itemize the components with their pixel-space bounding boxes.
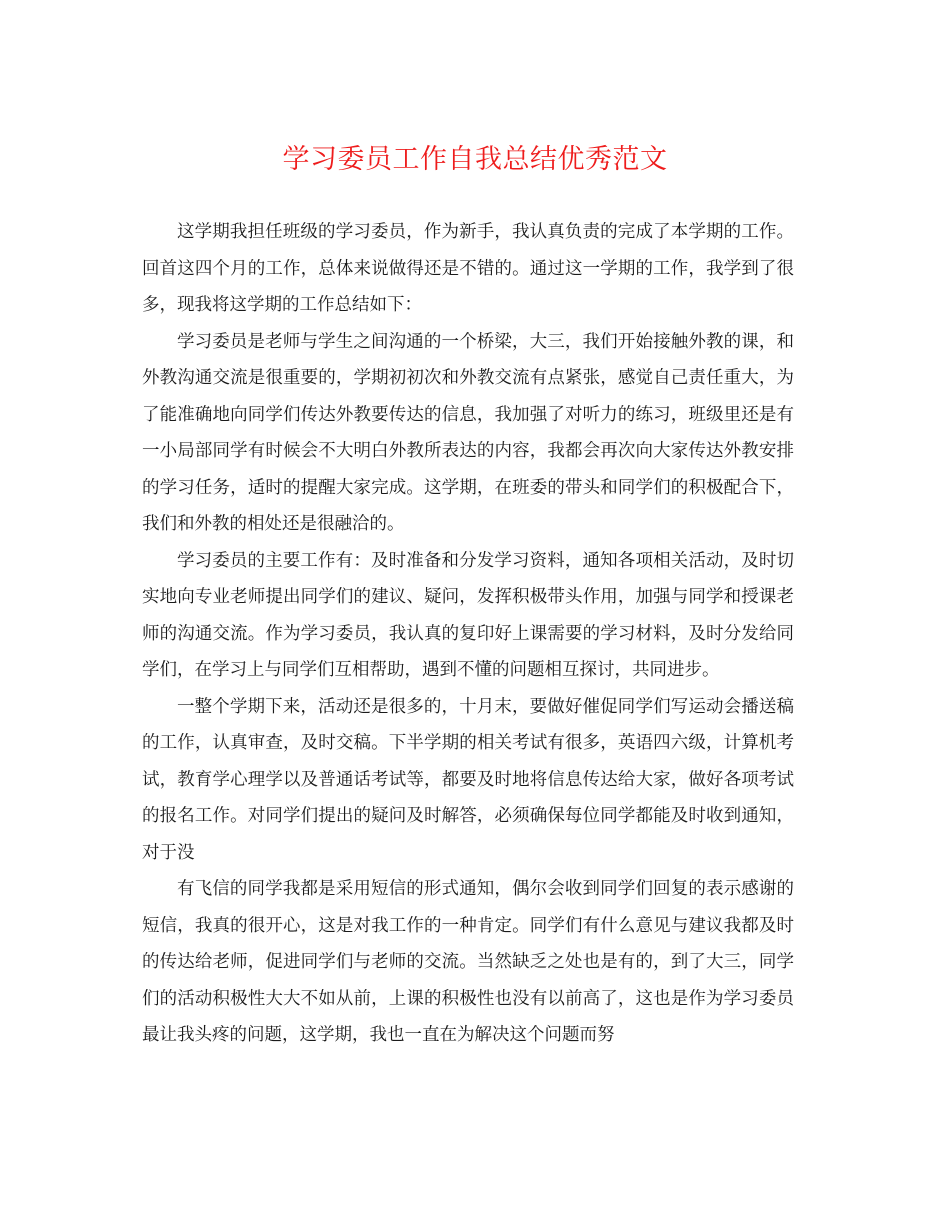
page-title: 学习委员工作自我总结优秀范文 (282, 144, 668, 175)
paragraph-4: 一整个学期下来，活动还是很多的，十月末，要做好催促同学们写运动会播送稿的工作，认真审查，及时交稿。下半学期的相关考试有很多，英语四六级，计算机考试，教育学心理学以及普通话考试等，都要及时地将信息传达给大家，做好各项考试的报名工作。对同学们提出的疑问及时解答，必须确保每位同学都能及时收到通知，对于没 (142, 696, 794, 863)
paragraph-3: 学习委员的主要工作有：及时准备和分发学习资料，通知各项相关活动，及时切实地向专业老师提出同学们的建议、疑问，发挥积极带头作用，加强与同学和授课老师的沟通交流。作为学习委员，我认真的复印好上课需要的学习材料，及时分发给同学们，在学习上与同学们互相帮助，遇到不懂的问题相互探讨，共同进步。 (142, 550, 794, 680)
paragraph-5: 有飞信的同学我都是采用短信的形式通知，偶尔会收到同学们回复的表示感谢的短信，我真的很开心，这是对我工作的一种肯定。同学们有什么意见与建议我都及时的传达给老师，促进同学们与老师的交流。当然缺乏之处也是有的，到了大三，同学们的活动积极性大大不如从前，上课的积极性也没有以前高了，这也是作为学习委员最让我头疼的问题，这学期，我也一直在为解决这个问题而努 (142, 879, 794, 1045)
paragraph-2: 学习委员是老师与学生之间沟通的一个桥梁，大三，我们开始接触外教的课，和外教沟通交流是很重要的，学期初初次和外教交流有点紧张，感觉自己责任重大，为了能准确地向同学们传达外教要传达的信息，我加强了对听力的练习，班级里还是有一小局部同学有时候会不大明白外教所表达的内容，我都会再次向大家传达外教安排的学习任务，适时的提醒大家完成。这学期，在班委的带头和同学们的积极配合下，我们和外教的相处还是很融洽的。 (142, 331, 794, 534)
document-body (142, 214, 794, 1054)
paragraph-1: 这学期我担任班级的学习委员，作为新手，我认真负责的完成了本学期的工作。回首这四个月的工作，总体来说做得还是不错的。通过这一学期的工作，我学到了很多，现我将这学期的工作总结如下： (142, 222, 794, 315)
